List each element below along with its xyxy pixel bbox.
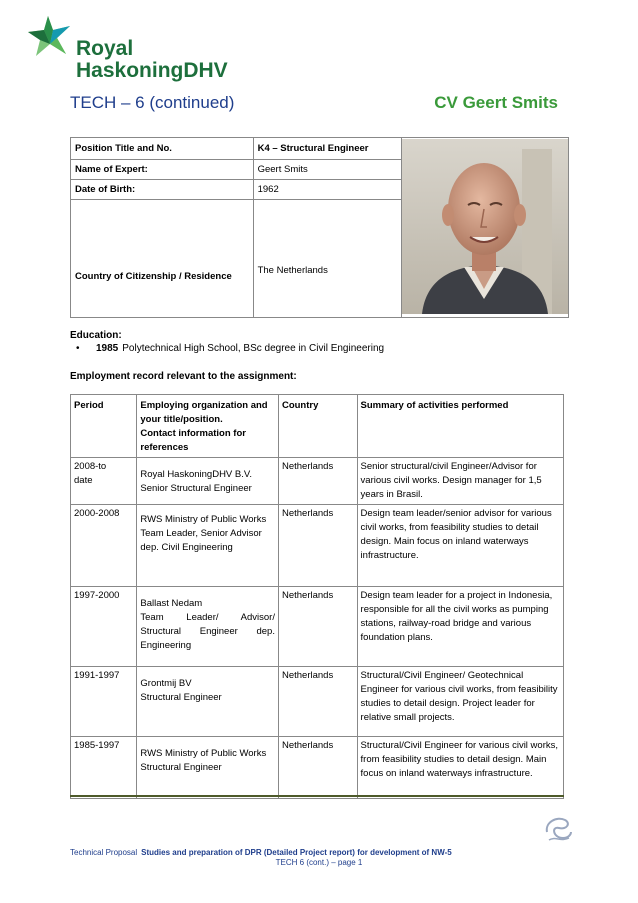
portrait-photo-icon <box>402 139 568 314</box>
org-name: RWS Ministry of Public Works <box>140 748 267 759</box>
org-title: Structural Engineer <box>140 762 222 773</box>
org-title: Structural Engineer <box>140 692 222 703</box>
section-title: TECH – 6 (continued) <box>70 93 235 112</box>
summary-cell: Structural/Civil Engineer for various civil works, from feasibility studies to detail design. Main focus on inland waterways infrastructure. <box>357 737 563 799</box>
col-org-header-line2: Contact information for references <box>140 428 246 453</box>
employment-heading: Employment record relevant to the assignment: <box>70 371 297 382</box>
table-row <box>71 458 564 505</box>
position-value: K4 – Structural Engineer <box>253 138 401 160</box>
summary-cell: Structural/Civil Engineer/ Geotechnical Engineer for various civil works, from feasibility studies to detail design. Project leader for relative small projects. <box>357 667 563 737</box>
cv-title: CV Geert Smits <box>434 93 558 112</box>
position-label: Position Title and No. <box>71 138 254 160</box>
dob-label: Date of Birth: <box>71 180 254 200</box>
country-value: The Netherlands <box>253 200 401 318</box>
col-org-header <box>137 395 279 458</box>
summary-cell: Design team leader for a project in Indonesia, responsible for all the civil works as pumping stations, railway-road bridge and various foundation plans. <box>357 587 563 667</box>
country-cell: Netherlands <box>278 737 357 799</box>
col-country-header: Country <box>278 395 357 458</box>
summary-cell: Senior structural/civil Engineer/Advisor for various civil works. Design manager for 1,5 years in Brasil. <box>357 458 563 505</box>
col-period-header: Period <box>71 395 137 458</box>
country-cell: Netherlands <box>278 587 357 667</box>
org-cell <box>137 458 279 505</box>
signature-stamp-icon <box>541 812 575 846</box>
period-line1: 2008-to <box>74 461 107 472</box>
name-value: Geert Smits <box>253 160 401 180</box>
org-name: Grontmij BV <box>140 678 192 689</box>
portrait-photo <box>402 139 568 314</box>
org-cell <box>137 737 279 799</box>
education-text: Polytechnical High School, BSc degree in Civil Engineering <box>122 343 385 354</box>
company-logo <box>26 14 236 84</box>
education-heading: Education: <box>70 330 122 341</box>
period-line2: date <box>74 475 93 486</box>
table-row <box>71 587 564 667</box>
footer-prefix: Technical Proposal <box>70 848 138 857</box>
brand-name-line1: Royal <box>76 37 134 60</box>
col-summary-header: Summary of activities performed <box>357 395 563 458</box>
summary-cell: Design team leader/senior advisor for various civil works, from feasibility studies to detail design. Main focus on inland waterways infrastructure. <box>357 505 563 587</box>
employment-table <box>70 394 564 799</box>
education-item <box>76 343 385 354</box>
org-cell <box>137 587 279 667</box>
org-cell <box>137 505 279 587</box>
brand-name-line2: HaskoningDHV <box>76 59 228 82</box>
table-row <box>71 505 564 587</box>
star-logo-icon <box>26 14 76 60</box>
table-row <box>71 737 564 799</box>
org-cell <box>137 667 279 737</box>
footer-project: Studies and preparation of DPR (Detailed Project report) for development of NW-5 <box>141 848 452 857</box>
table-row <box>71 667 564 737</box>
footer-page: TECH 6 (cont.) – page 1 <box>275 858 363 867</box>
footer-proposal <box>70 848 452 857</box>
table-bottom-rule <box>70 795 564 797</box>
period-cell: 1985-1997 <box>71 737 137 799</box>
dob-value: 1962 <box>253 180 401 200</box>
period-cell: 1997-2000 <box>71 587 137 667</box>
org-name: Ballast Nedam <box>140 598 203 609</box>
education-year: 1985 <box>96 343 119 354</box>
country-cell: Netherlands <box>278 505 357 587</box>
period-cell: 2000-2008 <box>71 505 137 587</box>
name-label: Name of Expert: <box>71 160 254 180</box>
org-name: Royal HaskoningDHV B.V. <box>140 469 252 480</box>
country-cell: Netherlands <box>278 667 357 737</box>
bullet-icon: • <box>76 343 80 354</box>
col-org-header-line1: Employing organization and your title/position. <box>140 400 268 425</box>
photo-cell <box>401 138 568 318</box>
org-title: Senior Structural Engineer <box>140 483 252 494</box>
country-label: Country of Citizenship / Residence <box>71 200 254 318</box>
org-name: RWS Ministry of Public Works Team Leader, Senior Advisor dep. Civil Engineering <box>140 514 267 553</box>
org-title: Team Leader/ Advisor/ Structural Engineer dep. Engineering <box>140 612 275 651</box>
table-header-row <box>71 395 564 458</box>
period-cell <box>71 458 137 505</box>
period-cell: 1991-1997 <box>71 667 137 737</box>
country-cell: Netherlands <box>278 458 357 505</box>
profile-table <box>70 137 569 318</box>
